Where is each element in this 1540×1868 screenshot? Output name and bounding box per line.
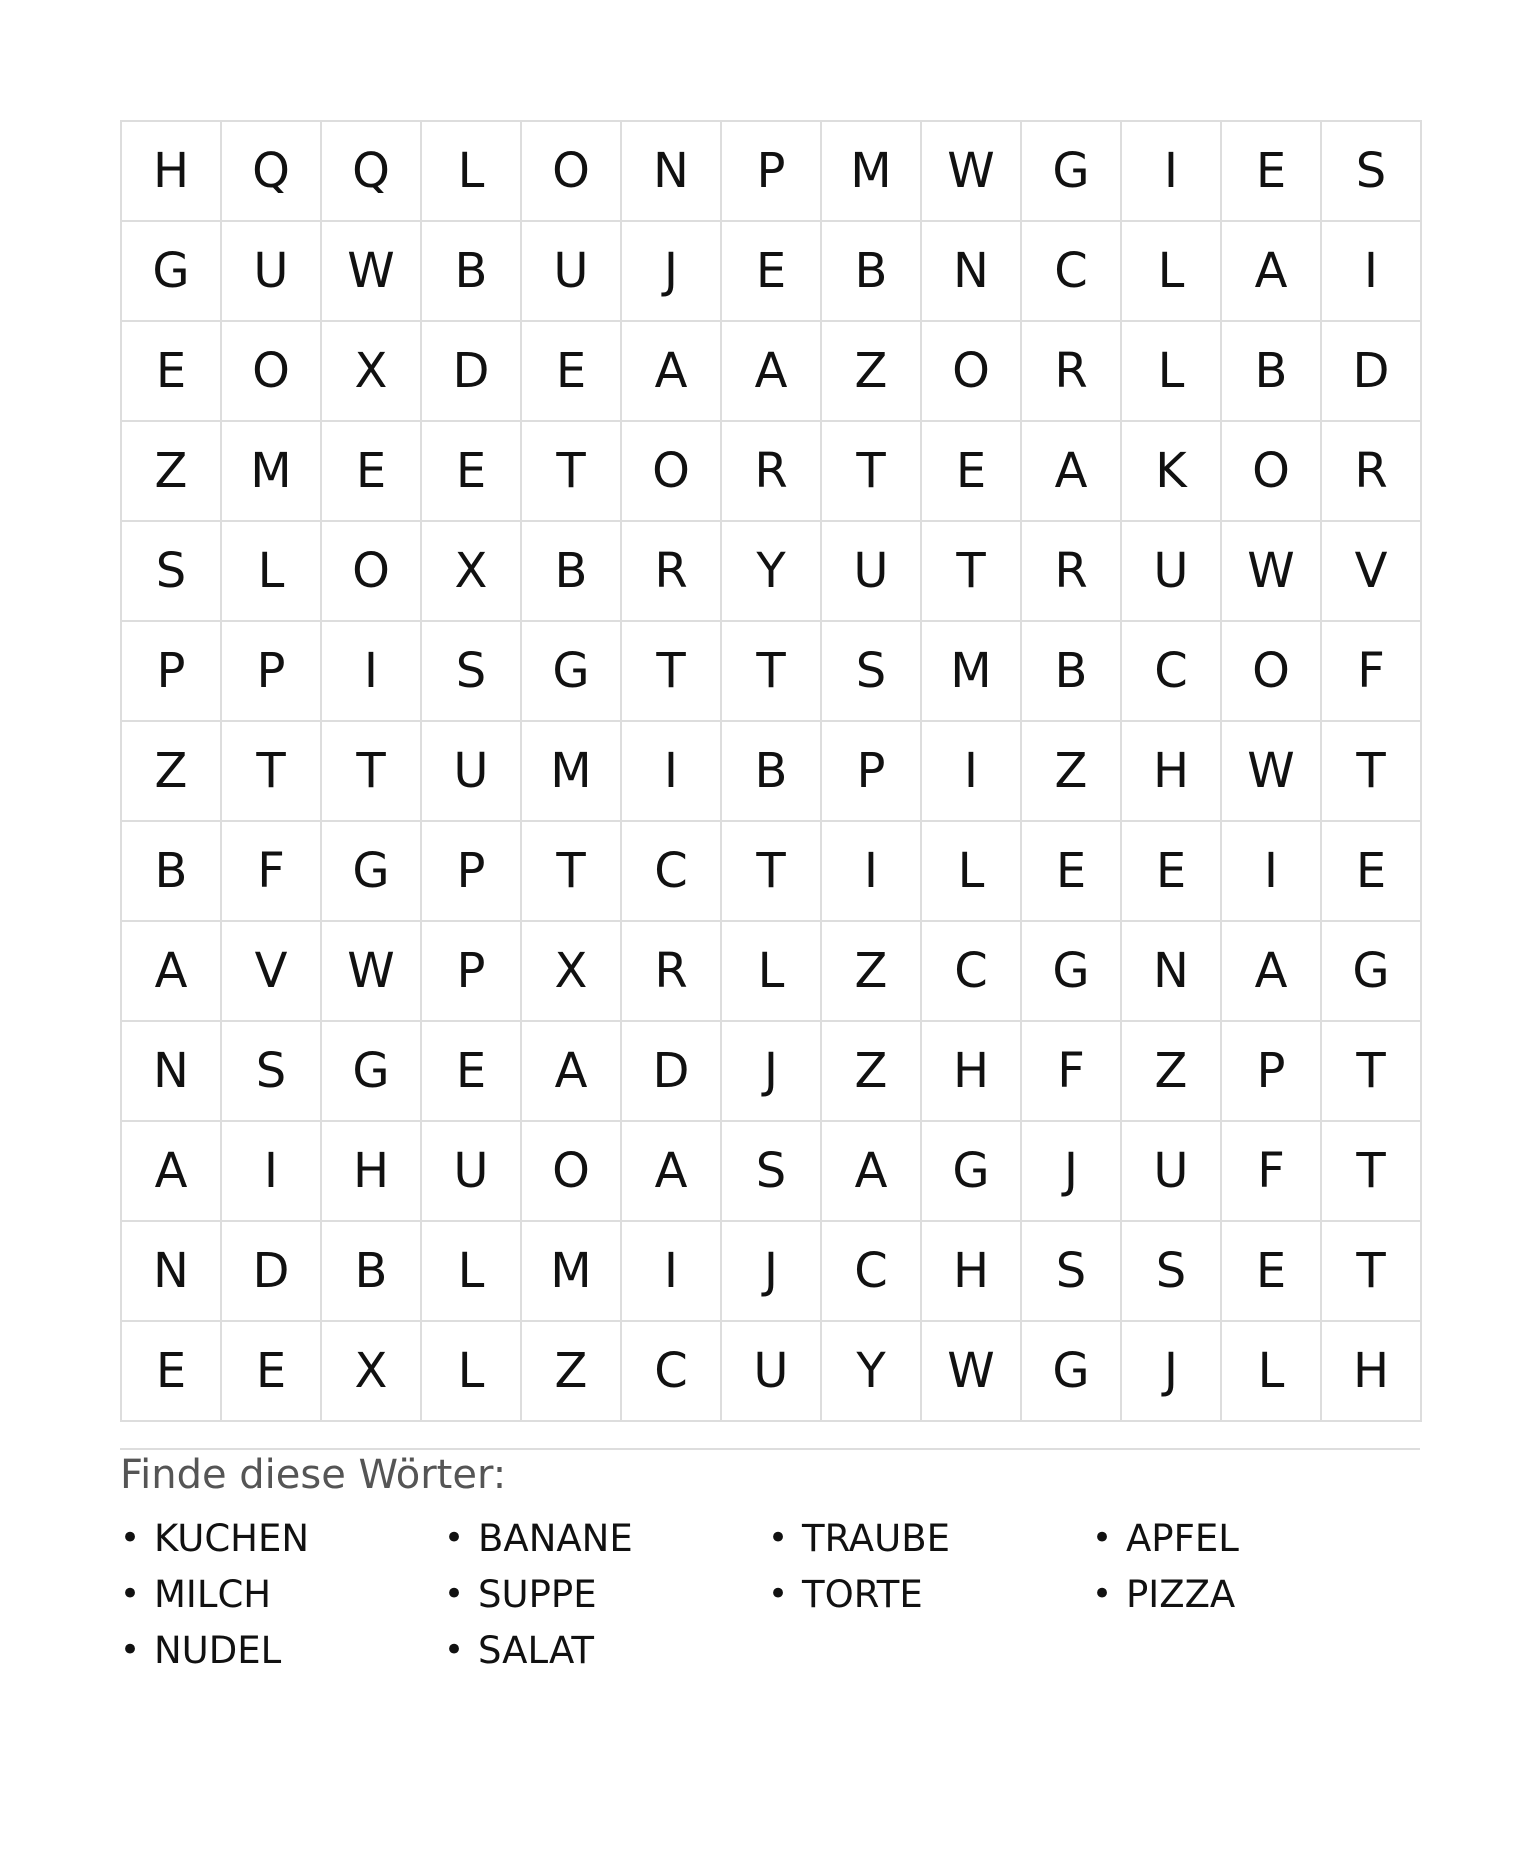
bullet-icon: • — [120, 1574, 141, 1614]
grid-cell[interactable]: T — [722, 622, 822, 722]
grid-cell[interactable]: T — [822, 422, 922, 522]
grid-cell[interactable]: V — [222, 922, 322, 1022]
word-label: KUCHEN — [154, 1516, 310, 1560]
grid-cell[interactable]: P — [1222, 1022, 1322, 1122]
grid-cell[interactable]: T — [1322, 1122, 1422, 1222]
grid-cell[interactable]: Z — [122, 422, 222, 522]
word-label: MILCH — [154, 1572, 272, 1616]
grid-cell[interactable]: S — [822, 622, 922, 722]
grid-cell[interactable]: P — [222, 622, 322, 722]
grid-cell[interactable]: C — [1022, 222, 1122, 322]
grid-cell[interactable]: E — [922, 422, 1022, 522]
grid-cell[interactable]: N — [922, 222, 1022, 322]
grid-cell[interactable]: O — [522, 1122, 622, 1222]
grid-cell[interactable]: I — [622, 1222, 722, 1322]
grid-cell[interactable]: J — [722, 1222, 822, 1322]
word-list-item — [120, 1510, 444, 1566]
word-label: SUPPE — [478, 1572, 597, 1616]
grid-cell[interactable]: M — [822, 122, 922, 222]
word-label: PIZZA — [1126, 1572, 1236, 1616]
grid-cell[interactable]: A — [1222, 222, 1322, 322]
grid-cell[interactable]: V — [1322, 522, 1422, 622]
grid-cell[interactable]: I — [1322, 222, 1422, 322]
grid-cell[interactable]: L — [1222, 1322, 1322, 1422]
grid-cell[interactable]: C — [1122, 622, 1222, 722]
grid-cell[interactable]: T — [322, 722, 422, 822]
grid-cell[interactable]: Z — [122, 722, 222, 822]
divider — [120, 1448, 1420, 1450]
word-list-item — [120, 1622, 444, 1678]
grid-cell[interactable]: R — [622, 922, 722, 1022]
grid-cell[interactable]: O — [622, 422, 722, 522]
grid-cell[interactable]: P — [422, 822, 522, 922]
grid-cell[interactable]: D — [622, 1022, 722, 1122]
grid-cell[interactable]: H — [922, 1022, 1022, 1122]
grid-cell[interactable]: A — [122, 922, 222, 1022]
grid-cell[interactable]: O — [922, 322, 1022, 422]
grid-cell[interactable]: M — [922, 622, 1022, 722]
grid-cell[interactable]: X — [322, 322, 422, 422]
grid-cell[interactable]: S — [122, 522, 222, 622]
word-list-item — [1092, 1510, 1416, 1566]
grid-cell[interactable]: Z — [1122, 1022, 1222, 1122]
grid-cell[interactable]: W — [922, 1322, 1022, 1422]
grid-cell[interactable]: J — [622, 222, 722, 322]
grid-cell[interactable]: I — [322, 622, 422, 722]
grid-cell[interactable]: S — [1322, 122, 1422, 222]
grid-cell[interactable]: R — [622, 522, 722, 622]
grid-cell[interactable]: P — [122, 622, 222, 722]
grid-cell[interactable]: E — [422, 1022, 522, 1122]
grid-cell[interactable]: I — [222, 1122, 322, 1222]
grid-cell[interactable]: F — [1022, 1022, 1122, 1122]
grid-cell[interactable]: B — [1222, 322, 1322, 422]
grid-cell[interactable]: K — [1122, 422, 1222, 522]
grid-cell[interactable]: F — [1222, 1122, 1322, 1222]
grid-cell[interactable]: E — [1022, 822, 1122, 922]
grid-cell[interactable]: U — [822, 522, 922, 622]
word-label: TRAUBE — [802, 1516, 950, 1560]
grid-cell[interactable]: B — [722, 722, 822, 822]
grid-cell[interactable]: J — [1022, 1122, 1122, 1222]
grid-cell[interactable]: T — [222, 722, 322, 822]
grid-cell[interactable]: U — [222, 222, 322, 322]
grid-cell[interactable]: Z — [1022, 722, 1122, 822]
grid-cell[interactable]: H — [122, 122, 222, 222]
grid-cell[interactable]: M — [522, 722, 622, 822]
bullet-icon: • — [120, 1630, 141, 1670]
grid-cell[interactable]: J — [722, 1022, 822, 1122]
grid-cell[interactable]: S — [1022, 1222, 1122, 1322]
grid-cell[interactable]: G — [322, 822, 422, 922]
word-label: APFEL — [1126, 1516, 1239, 1560]
bullet-icon: • — [120, 1518, 141, 1558]
grid-cell[interactable]: L — [1122, 222, 1222, 322]
grid-cell[interactable]: C — [922, 922, 1022, 1022]
grid-cell[interactable]: Z — [822, 322, 922, 422]
grid-cell[interactable]: L — [422, 1322, 522, 1422]
grid-cell[interactable]: W — [1222, 722, 1322, 822]
grid-cell[interactable]: T — [1322, 722, 1422, 822]
grid-cell[interactable]: G — [1322, 922, 1422, 1022]
grid-cell[interactable]: G — [322, 1022, 422, 1122]
word-list-item — [768, 1566, 1092, 1622]
grid-cell[interactable]: Z — [822, 1022, 922, 1122]
grid-cell[interactable]: M — [522, 1222, 622, 1322]
grid-cell[interactable]: D — [422, 322, 522, 422]
grid-cell[interactable]: M — [222, 422, 322, 522]
grid-cell[interactable]: Y — [722, 522, 822, 622]
grid-cell[interactable]: N — [122, 1022, 222, 1122]
grid-cell[interactable]: N — [622, 122, 722, 222]
word-label: NUDEL — [154, 1628, 282, 1672]
grid-cell[interactable]: I — [622, 722, 722, 822]
word-list-item — [120, 1566, 444, 1622]
word-label: SALAT — [478, 1628, 594, 1672]
bullet-icon: • — [1092, 1574, 1113, 1614]
grid-cell[interactable]: C — [822, 1222, 922, 1322]
letter-grid — [120, 120, 1422, 1422]
grid-cell[interactable]: B — [122, 822, 222, 922]
grid-cell[interactable]: B — [322, 1222, 422, 1322]
grid-cell[interactable]: B — [422, 222, 522, 322]
grid-cell[interactable]: Q — [222, 122, 322, 222]
bullet-icon: • — [444, 1630, 465, 1670]
bullet-icon: • — [768, 1574, 789, 1614]
grid-cell[interactable]: W — [922, 122, 1022, 222]
grid-cell[interactable]: F — [1322, 622, 1422, 722]
grid-cell[interactable]: I — [822, 822, 922, 922]
grid-cell[interactable]: I — [1122, 122, 1222, 222]
grid-cell[interactable]: T — [722, 822, 822, 922]
grid-cell[interactable]: E — [122, 1322, 222, 1422]
grid-cell[interactable]: O — [1222, 422, 1322, 522]
word-list — [120, 1510, 1420, 1678]
grid-cell[interactable]: E — [422, 422, 522, 522]
grid-cell[interactable]: E — [122, 322, 222, 422]
grid-cell[interactable]: A — [822, 1122, 922, 1222]
grid-cell[interactable]: C — [622, 1322, 722, 1422]
grid-cell[interactable]: L — [422, 1222, 522, 1322]
grid-cell[interactable]: I — [922, 722, 1022, 822]
grid-cell[interactable]: Y — [822, 1322, 922, 1422]
grid-cell[interactable]: P — [422, 922, 522, 1022]
grid-cell[interactable]: H — [1122, 722, 1222, 822]
grid-cell[interactable]: A — [622, 322, 722, 422]
grid-cell[interactable]: L — [722, 922, 822, 1022]
grid-cell[interactable]: T — [1322, 1022, 1422, 1122]
grid-cell[interactable]: F — [222, 822, 322, 922]
grid-cell[interactable]: G — [1022, 122, 1122, 222]
grid-cell[interactable]: P — [722, 122, 822, 222]
grid-cell[interactable]: A — [622, 1122, 722, 1222]
grid-cell[interactable]: E — [322, 422, 422, 522]
grid-cell[interactable]: U — [522, 222, 622, 322]
grid-cell[interactable]: N — [1122, 922, 1222, 1022]
grid-cell[interactable]: B — [1022, 622, 1122, 722]
grid-cell[interactable]: A — [1022, 422, 1122, 522]
bullet-icon: • — [768, 1518, 789, 1558]
grid-cell[interactable]: R — [1322, 422, 1422, 522]
word-list-item — [444, 1622, 768, 1678]
grid-cell[interactable]: W — [322, 922, 422, 1022]
grid-cell[interactable]: O — [1222, 622, 1322, 722]
grid-cell[interactable]: T — [922, 522, 1022, 622]
grid-cell[interactable]: R — [1022, 522, 1122, 622]
grid-cell[interactable]: E — [1122, 822, 1222, 922]
grid-cell[interactable]: E — [1322, 822, 1422, 922]
grid-cell[interactable]: T — [522, 422, 622, 522]
grid-cell[interactable]: S — [1122, 1222, 1222, 1322]
grid-cell[interactable]: S — [422, 622, 522, 722]
grid-cell[interactable]: G — [1022, 922, 1122, 1022]
grid-cell[interactable]: G — [1022, 1322, 1122, 1422]
grid-cell[interactable]: A — [122, 1122, 222, 1222]
grid-cell[interactable]: S — [722, 1122, 822, 1222]
grid-cell[interactable]: R — [1022, 322, 1122, 422]
grid-cell[interactable]: Z — [522, 1322, 622, 1422]
grid-cell[interactable]: T — [522, 822, 622, 922]
grid-cell[interactable]: U — [1122, 1122, 1222, 1222]
grid-cell[interactable]: C — [622, 822, 722, 922]
grid-cell[interactable]: G — [122, 222, 222, 322]
grid-cell[interactable]: E — [1222, 1222, 1322, 1322]
grid-cell[interactable]: U — [1122, 522, 1222, 622]
grid-cell[interactable]: P — [822, 722, 922, 822]
grid-cell[interactable]: O — [222, 322, 322, 422]
grid-cell[interactable]: X — [322, 1322, 422, 1422]
grid-cell[interactable]: A — [522, 1022, 622, 1122]
grid-cell[interactable]: I — [1222, 822, 1322, 922]
grid-cell[interactable]: U — [422, 722, 522, 822]
grid-cell[interactable]: E — [222, 1322, 322, 1422]
grid-cell[interactable]: E — [522, 322, 622, 422]
grid-cell[interactable]: A — [722, 322, 822, 422]
word-list-item — [444, 1566, 768, 1622]
word-list-item — [768, 1510, 1092, 1566]
bullet-icon: • — [444, 1518, 465, 1558]
grid-cell[interactable]: T — [1322, 1222, 1422, 1322]
grid-cell[interactable]: B — [822, 222, 922, 322]
grid-cell[interactable]: E — [1222, 122, 1322, 222]
grid-cell[interactable]: D — [1322, 322, 1422, 422]
grid-cell[interactable]: E — [722, 222, 822, 322]
grid-cell[interactable]: G — [522, 622, 622, 722]
grid-cell[interactable]: Z — [822, 922, 922, 1022]
grid-cell[interactable]: Q — [322, 122, 422, 222]
grid-cell[interactable]: X — [522, 922, 622, 1022]
word-label: BANANE — [478, 1516, 633, 1560]
grid-cell[interactable]: G — [922, 1122, 1022, 1222]
grid-cell[interactable]: O — [322, 522, 422, 622]
grid-cell[interactable]: J — [1122, 1322, 1222, 1422]
word-search-puzzle — [120, 120, 1420, 1422]
grid-cell[interactable]: S — [222, 1022, 322, 1122]
grid-cell[interactable]: U — [422, 1122, 522, 1222]
grid-cell[interactable]: H — [322, 1122, 422, 1222]
grid-cell[interactable]: X — [422, 522, 522, 622]
grid-cell[interactable]: L — [1122, 322, 1222, 422]
grid-cell[interactable]: H — [922, 1222, 1022, 1322]
grid-cell[interactable]: T — [622, 622, 722, 722]
grid-cell[interactable]: N — [122, 1222, 222, 1322]
grid-cell[interactable]: L — [422, 122, 522, 222]
bullet-icon: • — [444, 1574, 465, 1614]
grid-cell[interactable]: U — [722, 1322, 822, 1422]
grid-cell[interactable]: W — [1222, 522, 1322, 622]
grid-cell[interactable]: D — [222, 1222, 322, 1322]
word-list-item — [444, 1510, 768, 1566]
word-list-title: Finde diese Wörter: — [120, 1452, 507, 1498]
grid-cell[interactable]: R — [722, 422, 822, 522]
grid-cell[interactable]: H — [1322, 1322, 1422, 1422]
grid-cell[interactable]: B — [522, 522, 622, 622]
grid-cell[interactable]: A — [1222, 922, 1322, 1022]
bullet-icon: • — [1092, 1518, 1113, 1558]
grid-cell[interactable]: W — [322, 222, 422, 322]
grid-cell[interactable]: O — [522, 122, 622, 222]
grid-cell[interactable]: L — [222, 522, 322, 622]
word-label: TORTE — [802, 1572, 923, 1616]
word-list-item — [1092, 1566, 1416, 1622]
grid-cell[interactable]: L — [922, 822, 1022, 922]
